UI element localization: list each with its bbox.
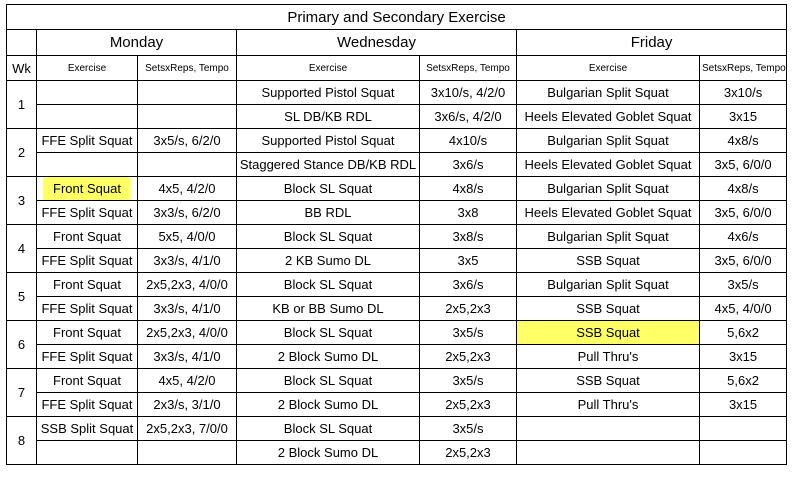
cell-wed-exercise: Block SL Squat — [237, 177, 420, 201]
cell-wed-sets: 3x5/s — [420, 321, 517, 345]
cell-mon-exercise: FFE Split Squat — [37, 201, 138, 225]
cell-mon-sets: 3x3/s, 4/1/0 — [138, 345, 237, 369]
cell-mon-exercise: FFE Split Squat — [37, 129, 138, 153]
cell-fri-exercise: SSB Squat — [517, 321, 700, 345]
cell-mon-exercise: FFE Split Squat — [37, 297, 138, 321]
cell-mon-exercise: Front Squat — [37, 225, 138, 249]
col-header-fri-exercise: Exercise — [517, 56, 700, 81]
cell-wed-sets: 3x6/s — [420, 153, 517, 177]
week-number: 4 — [7, 225, 37, 273]
table-row — [7, 417, 787, 441]
cell-wed-exercise: 2 Block Sumo DL — [237, 393, 420, 417]
cell-mon-sets: 5x5, 4/0/0 — [138, 225, 237, 249]
cell-fri-sets: 5,6x2 — [700, 369, 787, 393]
cell-wed-sets: 3x10/s, 4/2/0 — [420, 81, 517, 105]
cell-mon-sets — [138, 153, 237, 177]
cell-mon-exercise — [37, 105, 138, 129]
cell-wed-sets: 3x6/s, 4/2/0 — [420, 105, 517, 129]
cell-fri-sets: 4x6/s — [700, 225, 787, 249]
table-row — [7, 249, 787, 273]
cell-wed-sets: 3x6/s — [420, 273, 517, 297]
table-row — [7, 177, 787, 201]
cell-wed-exercise: KB or BB Sumo DL — [237, 297, 420, 321]
day-header-monday: Monday — [37, 30, 237, 56]
cell-mon-sets: 3x3/s, 4/1/0 — [138, 297, 237, 321]
col-header-week: Wk — [7, 56, 37, 81]
cell-fri-sets — [700, 441, 787, 465]
cell-wed-exercise: Block SL Squat — [237, 273, 420, 297]
cell-fri-sets: 3x15 — [700, 393, 787, 417]
cell-mon-exercise: Front Squat — [37, 273, 138, 297]
cell-mon-exercise: Front Squat — [37, 369, 138, 393]
cell-fri-sets — [700, 417, 787, 441]
cell-fri-sets: 3x15 — [700, 105, 787, 129]
cell-mon-sets — [138, 105, 237, 129]
cell-wed-sets: 2x5,2x3 — [420, 297, 517, 321]
cell-fri-sets: 4x8/s — [700, 129, 787, 153]
cell-wed-sets: 2x5,2x3 — [420, 345, 517, 369]
cell-mon-exercise — [37, 441, 138, 465]
cell-fri-exercise — [517, 417, 700, 441]
cell-wed-exercise: Supported Pistol Squat — [237, 81, 420, 105]
cell-fri-exercise: Pull Thru's — [517, 345, 700, 369]
cell-wed-sets: 4x10/s — [420, 129, 517, 153]
cell-fri-exercise: Bulgarian Split Squat — [517, 81, 700, 105]
cell-wed-exercise: 2 Block Sumo DL — [237, 345, 420, 369]
cell-fri-exercise: SSB Squat — [517, 249, 700, 273]
cell-mon-sets: 3x3/s, 4/1/0 — [138, 249, 237, 273]
cell-wed-exercise: Block SL Squat — [237, 225, 420, 249]
cell-wed-sets: 4x8/s — [420, 177, 517, 201]
cell-fri-exercise — [517, 441, 700, 465]
cell-fri-sets: 3x15 — [700, 345, 787, 369]
cell-mon-sets: 2x3/s, 3/1/0 — [138, 393, 237, 417]
week-number: 6 — [7, 321, 37, 369]
cell-fri-exercise: Heels Elevated Goblet Squat — [517, 153, 700, 177]
week-number: 2 — [7, 129, 37, 177]
table-row — [7, 297, 787, 321]
day-header-spacer — [7, 30, 37, 56]
table-row — [7, 105, 787, 129]
col-header-mon-exercise: Exercise — [37, 56, 138, 81]
week-number: 7 — [7, 369, 37, 417]
cell-mon-exercise: SSB Split Squat — [37, 417, 138, 441]
cell-wed-exercise: SL DB/KB RDL — [237, 105, 420, 129]
cell-wed-exercise: Supported Pistol Squat — [237, 129, 420, 153]
cell-fri-exercise: Heels Elevated Goblet Squat — [517, 105, 700, 129]
cell-mon-sets: 3x3/s, 6/2/0 — [138, 201, 237, 225]
cell-fri-sets: 4x8/s — [700, 177, 787, 201]
cell-wed-exercise: 2 Block Sumo DL — [237, 441, 420, 465]
cell-wed-sets: 3x5/s — [420, 417, 517, 441]
cell-mon-exercise: FFE Split Squat — [37, 345, 138, 369]
cell-mon-sets: 3x5/s, 6/2/0 — [138, 129, 237, 153]
week-number: 8 — [7, 417, 37, 465]
table-row — [7, 369, 787, 393]
week-number: 3 — [7, 177, 37, 225]
cell-fri-exercise: Bulgarian Split Squat — [517, 177, 700, 201]
cell-fri-exercise: SSB Squat — [517, 297, 700, 321]
cell-mon-sets: 2x5,2x3, 4/0/0 — [138, 273, 237, 297]
cell-fri-sets: 3x5, 6/0/0 — [700, 201, 787, 225]
cell-mon-exercise — [37, 177, 138, 201]
highlighted-text: Front Squat — [43, 177, 131, 200]
cell-wed-sets: 2x5,2x3 — [420, 441, 517, 465]
table-row — [7, 345, 787, 369]
day-header-friday: Friday — [517, 30, 787, 56]
cell-mon-sets: 4x5, 4/2/0 — [138, 177, 237, 201]
cell-fri-sets: 4x5, 4/0/0 — [700, 297, 787, 321]
col-header-fri-sets: SetsxReps, Tempo — [700, 56, 787, 81]
cell-mon-sets: 2x5,2x3, 4/0/0 — [138, 321, 237, 345]
cell-mon-exercise — [37, 153, 138, 177]
exercise-table — [6, 4, 787, 465]
cell-fri-exercise: Pull Thru's — [517, 393, 700, 417]
cell-mon-sets — [138, 441, 237, 465]
cell-fri-sets: 3x10/s — [700, 81, 787, 105]
cell-mon-sets — [138, 81, 237, 105]
cell-wed-exercise: Block SL Squat — [237, 321, 420, 345]
cell-wed-exercise: Block SL Squat — [237, 417, 420, 441]
cell-fri-exercise: Heels Elevated Goblet Squat — [517, 201, 700, 225]
cell-fri-sets: 3x5/s — [700, 273, 787, 297]
cell-fri-exercise: SSB Squat — [517, 369, 700, 393]
cell-mon-exercise: FFE Split Squat — [37, 393, 138, 417]
table-row — [7, 225, 787, 249]
col-header-mon-sets: SetsxReps, Tempo — [138, 56, 237, 81]
table-row — [7, 321, 787, 345]
table-row — [7, 201, 787, 225]
table-row — [7, 441, 787, 465]
table-title: Primary and Secondary Exercise — [7, 5, 787, 30]
cell-fri-exercise: Bulgarian Split Squat — [517, 129, 700, 153]
cell-mon-sets: 4x5, 4/2/0 — [138, 369, 237, 393]
cell-fri-sets: 5,6x2 — [700, 321, 787, 345]
day-header-wednesday: Wednesday — [237, 30, 517, 56]
week-number: 1 — [7, 81, 37, 129]
cell-wed-sets: 3x8/s — [420, 225, 517, 249]
table-row — [7, 273, 787, 297]
cell-wed-sets: 2x5,2x3 — [420, 393, 517, 417]
week-number: 5 — [7, 273, 37, 321]
cell-wed-exercise: 2 KB Sumo DL — [237, 249, 420, 273]
cell-wed-exercise: Staggered Stance DB/KB RDL — [237, 153, 420, 177]
col-header-wed-exercise: Exercise — [237, 56, 420, 81]
cell-wed-exercise: BB RDL — [237, 201, 420, 225]
cell-mon-sets: 2x5,2x3, 7/0/0 — [138, 417, 237, 441]
cell-fri-exercise: Bulgarian Split Squat — [517, 273, 700, 297]
table-row — [7, 153, 787, 177]
col-header-wed-sets: SetsxReps, Tempo — [420, 56, 517, 81]
cell-mon-exercise: FFE Split Squat — [37, 249, 138, 273]
cell-wed-exercise: Block SL Squat — [237, 369, 420, 393]
table-row — [7, 393, 787, 417]
table-row — [7, 81, 787, 105]
table-row — [7, 129, 787, 153]
cell-wed-sets: 3x8 — [420, 201, 517, 225]
cell-fri-exercise: Bulgarian Split Squat — [517, 225, 700, 249]
cell-mon-exercise: Front Squat — [37, 321, 138, 345]
cell-fri-sets: 3x5, 6/0/0 — [700, 153, 787, 177]
cell-fri-sets: 3x5, 6/0/0 — [700, 249, 787, 273]
cell-mon-exercise — [37, 81, 138, 105]
cell-wed-sets: 3x5 — [420, 249, 517, 273]
cell-wed-sets: 3x5/s — [420, 369, 517, 393]
